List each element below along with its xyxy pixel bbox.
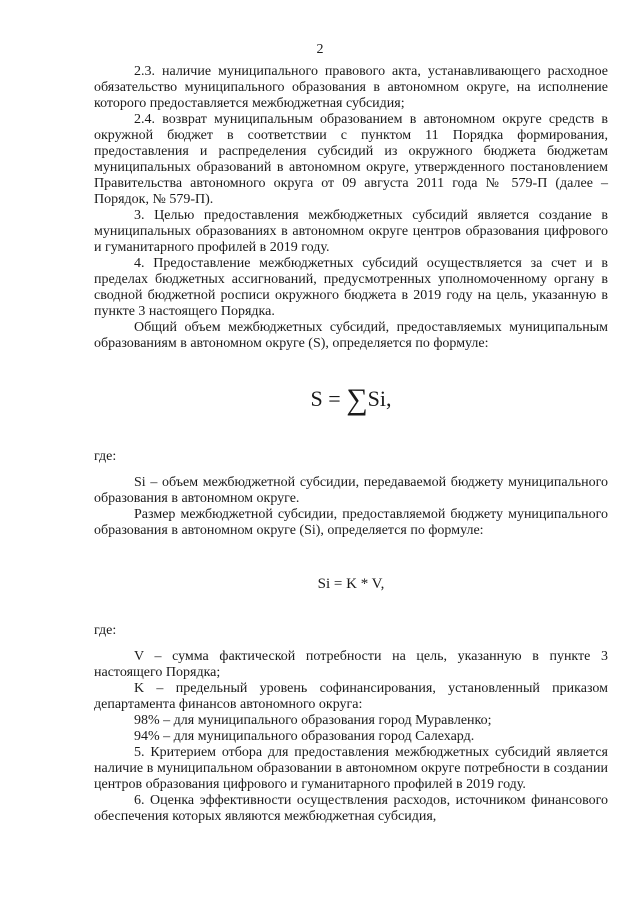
paragraph-5: 5. Критерием отбора для предоставления межбюджетных субсидий является наличие в муниципальном образовании в автономном округе потребности в создании центров образования цифрового и гуманитарного профилей в 2019 году. [94,745,608,792]
page-number: 2 [316,42,324,57]
where-label-1: где: [94,449,117,464]
formula-total-left: S = [310,386,347,411]
paragraph-total-volume: Общий объем межбюджетных субсидий, предоставляемых муниципальным образованиям в автономном округе (S), определяется по формуле: [94,320,608,351]
formula-total-sum [94,383,608,416]
paragraph-4: 4. Предоставление межбюджетных субсидий осуществляется за счет и в пределах бюджетных ассигнований, предусмотренных уполномоченному органу в сводной бюджетной росписи окружного бюджета в 2019 году на цель, указанную в пункте 3 настоящего Порядка. [94,256,608,319]
formula-total-right: Si, [367,386,392,411]
definition-si: Si – объем межбюджетной субсидии, передаваемой бюджету муниципального образования в автономном округе. [94,475,608,506]
formula-subsidy: Si = K * V, [317,576,385,592]
document-body [94,64,608,825]
paragraph-3: 3. Целью предоставления межбюджетных субсидий является создание в муниципальных образованиях в автономном округе центров образования цифрового и гуманитарного профилей в 2019 году. [94,208,608,255]
rate-salekhard: 94% – для муниципального образования город Салехард. [134,729,475,744]
rate-muravlenko: 98% – для муниципального образования город Муравленко; [134,713,492,728]
paragraph-6: 6. Оценка эффективности осуществления расходов, источником финансового обеспечения которых являются межбюджетная субсидия, [94,793,608,824]
definition-v: V – сумма фактической потребности на цель, указанную в пункте 3 настоящего Порядка; [94,649,608,680]
where-label-2: где: [94,623,117,638]
paragraph-2-3: 2.3. наличие муниципального правового акта, устанавливающего расходное обязательство муниципального образования в автономном округе, на исполнение которого предоставляется межбюджетная субсидия; [94,64,608,111]
sum-symbol: ∑ [346,383,368,416]
definition-k: K – предельный уровень софинансирования, установленный приказом департамента финансов автономного округа: [94,681,608,712]
paragraph-2-4: 2.4. возврат муниципальным образованием в автономном округе средств в окружной бюджет в соответствии с пунктом 11 Порядка формирования, предоставления и распределения субсидий из окружного бюджета бюджетам муниципальных образований в автономном округе, утвержденного постановлением Правительства автономного округа от 09 августа 2011 года № 579-П (далее – Порядок, № 579-П). [94,112,608,207]
paragraph-subsidy-size: Размер межбюджетной субсидии, предоставляемой бюджету муниципального образования в автономном округе (Si), определяется по формуле: [94,507,608,538]
